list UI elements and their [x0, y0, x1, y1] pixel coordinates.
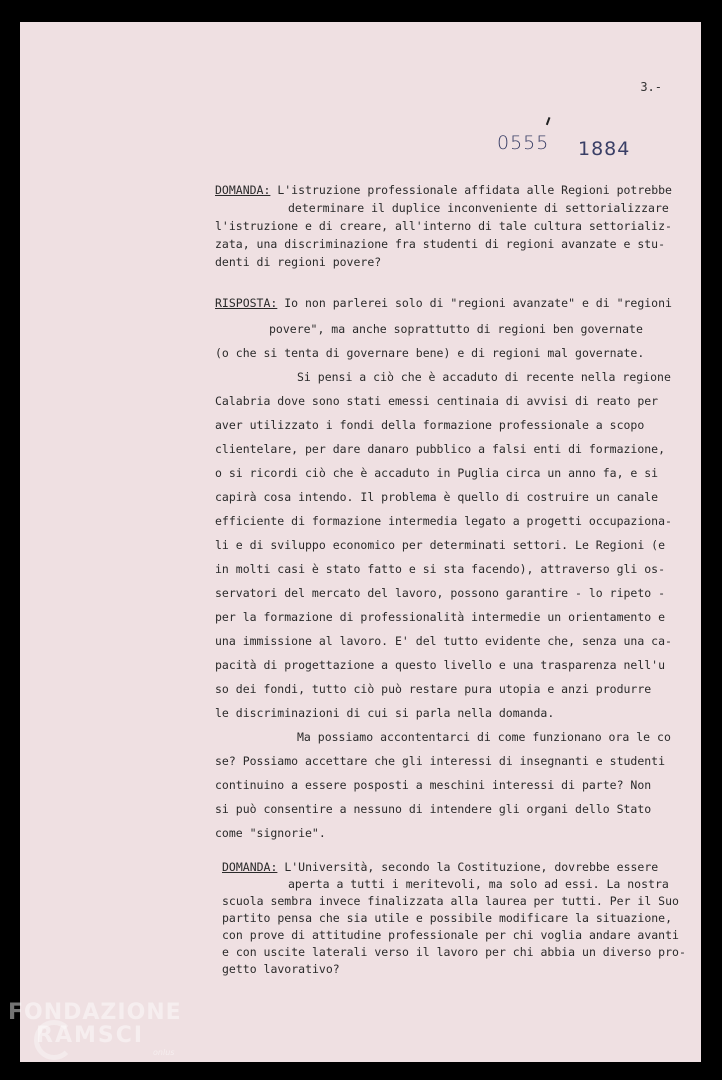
text-line: una immissione al lavoro. E' del tutto evidente che, senza una ca- [215, 634, 672, 648]
logo-line-2: RAMSCI [36, 1023, 145, 1048]
question-label: DOMANDA: [222, 860, 278, 874]
question-1 [215, 183, 672, 269]
text-line: efficiente di formazione intermedia legato a progetti occupaziona- [215, 514, 672, 528]
logo-suffix: onlus [153, 1048, 175, 1057]
text-line: aperta a tutti i meritevoli, ma solo ad essi. La nostra [288, 877, 669, 891]
text-line: determinare il duplice inconveniente di settorializzare [288, 201, 669, 215]
text-line: l'istruzione e di creare, all'interno di tale cultura settorializ- [215, 219, 672, 233]
fondazione-gramsci-logo [8, 1000, 182, 1057]
text-line: si può consentire a nessuno di intendere gli organi dello Stato [215, 802, 652, 816]
text-line: li e di sviluppo economico per determinati settori. Le Regioni (e [215, 538, 666, 552]
text-line: Si pensi a ciò che è accaduto di recente nella regione [297, 370, 671, 384]
text-line: partito pensa che sia utile e possibile modificare la situazione, [222, 911, 673, 925]
text-line: continuino a essere posposti a meschini interessi di parte? Non [215, 778, 652, 792]
text-line: clientelare, per dare danaro pubblico a falsi enti di formazione, [215, 442, 666, 456]
text-line: L'istruzione professionale affidata alle Regioni potrebbe [270, 183, 672, 197]
text-line: aver utilizzato i fondi della formazione professionale a scopo [215, 418, 645, 432]
text-line: scuola sembra invece finalizzata alla laurea per tutti. Per il Suo [222, 894, 679, 908]
page-number: 3.- [640, 80, 662, 94]
text-line: per la formazione di professionalità intermedie un orientamento e [215, 610, 666, 624]
text-line: come "signorie". [215, 826, 326, 840]
text-line: (o che si tenta di governare bene) e di regioni mal governate. [215, 346, 645, 360]
answer-1 [215, 296, 672, 840]
text-line: povere", ma anche soprattutto di regioni ben governate [269, 322, 643, 336]
text-line: capirà cosa intendo. Il problema è quello di costruire un canale [215, 490, 659, 504]
text-line: in molti casi è stato fatto e si sta facendo), attraverso gli os- [215, 562, 666, 576]
text-line: se? Possiamo accettare che gli interessi di insegnanti e studenti [215, 754, 666, 768]
archive-stamp-left: 0555 [497, 132, 550, 154]
question-label: DOMANDA: [215, 183, 271, 197]
text-line: le discriminazioni di cui si parla nella domanda. [215, 706, 555, 720]
text-line: getto lavorativo? [222, 962, 340, 976]
text-line: so dei fondi, tutto ciò può restare pura utopia e anzi produrre [215, 682, 652, 696]
text-line: o si ricordi ciò che è accaduto in Puglia circa un anno fa, e si [215, 466, 659, 480]
text-line: zata, una discriminazione fra studenti di regioni avanzate e stu- [215, 237, 666, 251]
archive-stamp-right: 1884 [578, 138, 631, 160]
text-line: denti di regioni povere? [215, 255, 382, 269]
logo-g-icon [34, 1020, 74, 1060]
text-line: e con uscite laterali verso il lavoro per chi abbia un diverso pro- [222, 945, 686, 959]
text-line: con prove di attitudine professionale per chi voglia andare avanti [222, 928, 679, 942]
text-line: Io non parlerei solo di "regioni avanzate" e di "regioni [277, 296, 672, 310]
text-line: pacità di progettazione a questo livello e una trasparenza nell'u [215, 658, 666, 672]
text-line: Calabria dove sono stati emessi centinaia di avvisi di reato per [215, 394, 659, 408]
answer-label: RISPOSTA: [215, 296, 278, 310]
text-line: servatori del mercato del lavoro, possono garantire - lo ripeto - [215, 586, 666, 600]
logo-line-1: FONDAZIONE [8, 1000, 182, 1025]
text-line: Ma possiamo accontentarci di come funzionano ora le co [297, 730, 671, 744]
question-2 [222, 860, 686, 976]
text-line: L'Università, secondo la Costituzione, dovrebbe essere [277, 860, 659, 874]
